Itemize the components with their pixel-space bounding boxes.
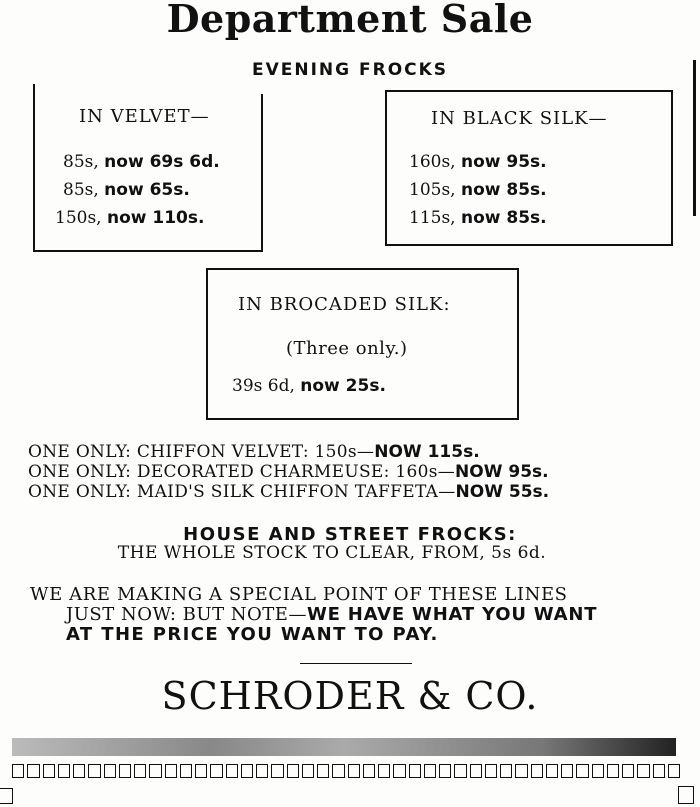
brocaded-price: 39s 6d, now 25s. [232, 376, 386, 396]
velvet-price-1: 85s, now 69s 6d. [63, 152, 220, 172]
one-only-line-1: ONE ONLY: CHIFFON VELVET: 150s—NOW 115s. [28, 442, 480, 462]
special-line-2: JUST NOW: BUT NOTE—WE HAVE WHAT YOU WANT [66, 604, 598, 625]
velvet-box-bottom-rule [33, 250, 263, 252]
corner-mark-right [678, 786, 694, 804]
velvet-heading: IN VELVET— [79, 106, 210, 127]
black-silk-price-3: 115s, now 85s. [409, 208, 547, 228]
company-name: SCHRODER & CO. [161, 674, 539, 718]
special-line-3: AT THE PRICE YOU WANT TO PAY. [66, 624, 439, 645]
brocaded-note: (Three only.) [286, 338, 408, 359]
divider-rule [300, 663, 412, 664]
brocaded-heading: IN BROCADED SILK: [238, 294, 451, 315]
one-only-line-2: ONE ONLY: DECORATED CHARMEUSE: 160s—NOW 95s. [28, 462, 549, 482]
black-silk-price-2: 105s, now 85s. [409, 180, 547, 200]
evening-frocks-heading: EVENING FROCKS [251, 60, 449, 80]
black-silk-box [385, 90, 673, 246]
special-line-1: WE ARE MAKING A SPECIAL POINT OF THESE LINES [30, 584, 568, 605]
decorative-halftone-bar [12, 738, 676, 756]
velvet-price-3: 150s, now 110s. [55, 208, 205, 228]
ad-title: Department Sale [166, 0, 534, 41]
velvet-box [33, 84, 263, 252]
black-silk-price-1: 160s, now 95s. [409, 152, 547, 172]
black-silk-heading: IN BLACK SILK— [431, 108, 608, 129]
velvet-box-right-rule [261, 94, 263, 252]
one-only-line-3: ONE ONLY: MAID'S SILK CHIFFON TAFFETA—NOW 55s. [28, 482, 550, 502]
corner-mark-left [0, 788, 13, 804]
right-edge-rule [693, 60, 696, 216]
house-street-text: THE WHOLE STOCK TO CLEAR, FROM, 5s 6d. [117, 543, 547, 563]
velvet-price-2: 85s, now 65s. [63, 180, 190, 200]
house-street-heading: HOUSE AND STREET FROCKS: [183, 524, 517, 545]
decorative-box-border [12, 764, 680, 778]
brocaded-box [206, 268, 519, 420]
